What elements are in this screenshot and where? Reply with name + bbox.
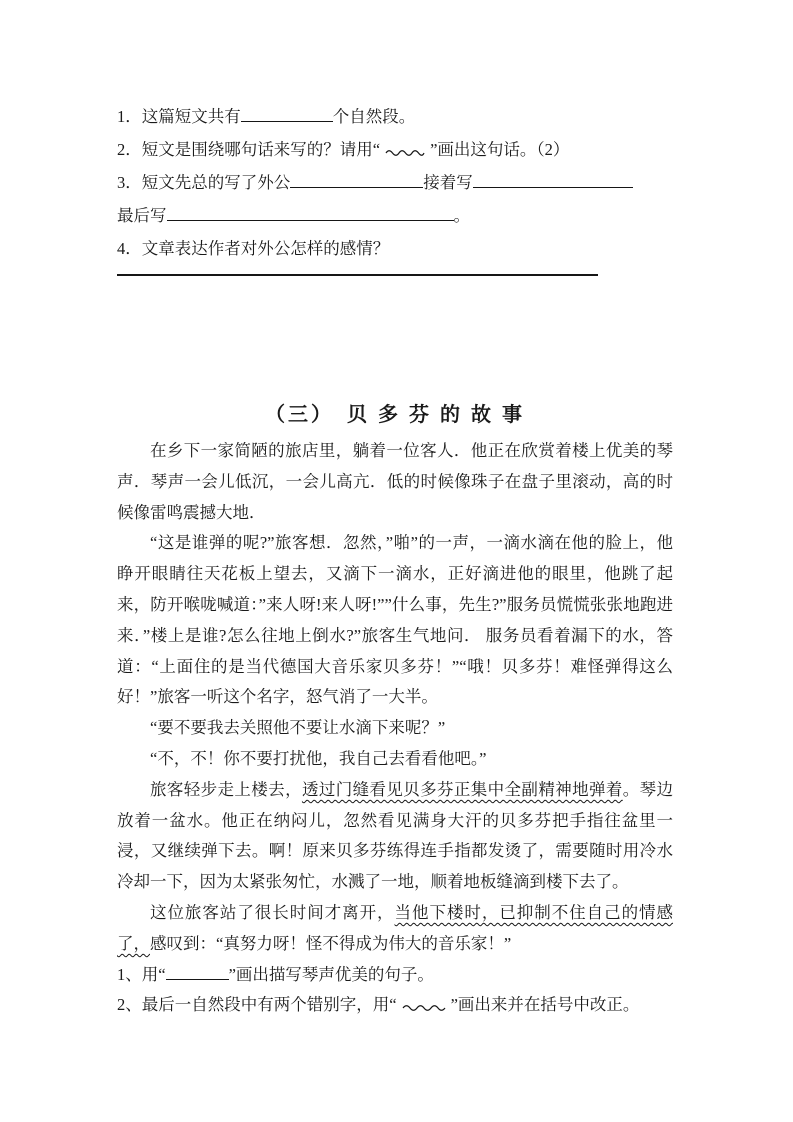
wavy-line-icon bbox=[402, 1002, 446, 1011]
bottom-question-2-text: 2、最后一自然段中有两个错别字，用“ bbox=[117, 995, 397, 1015]
answer-blank bbox=[473, 172, 633, 188]
passage-title: （三） 贝 多 芬 的 故 事 bbox=[265, 404, 525, 426]
bottom-questions-section bbox=[117, 960, 673, 1022]
paragraph-6-text-after: 感叹到：“真努力呀！怪不得成为伟大的音乐家！” bbox=[150, 933, 512, 953]
answer-line bbox=[117, 274, 598, 276]
question-4-text: 4．文章表达作者对外公怎样的感情？ bbox=[117, 239, 390, 258]
bottom-question-1 bbox=[117, 960, 673, 991]
question-3-text-mid: 接着写 bbox=[423, 173, 473, 192]
bottom-question-1-text-after: ”画出描写琴声优美的句子。 bbox=[228, 964, 434, 984]
question-2-text-after: ”画出这句话。（2） bbox=[430, 140, 570, 159]
paragraph-5 bbox=[117, 775, 673, 898]
answer-blank bbox=[166, 964, 229, 980]
question-3 bbox=[117, 166, 673, 199]
question-1 bbox=[117, 100, 673, 133]
paragraph-5-text-after: 。琴边放着一盆水。他正在纳闷儿，忽然看见满身大汗的贝多芬把手指往盆里一浸，又继续弹下去。啊！原来贝多芬练得连手指都发烫了，需要随时用冷水冷却一下，因为太紧张匆忙，水溅了一地，顺着地板缝滴到楼下去了。 bbox=[117, 779, 674, 892]
paragraph-1: 在乡下一家简陋的旅店里，躺着一位客人．他正在欣赏着楼上优美的琴声．琴声一会儿低沉，一会儿高亢．低的时候像珠子在盘子里滚动，高的时候像雷鸣震撼大地． bbox=[117, 441, 673, 522]
paragraph-4: “不，不！你不要打扰他，我自己去看看他吧。” bbox=[150, 748, 487, 768]
question-2-text: 2．短文是围绕哪句话来写的？请用“ bbox=[117, 140, 381, 159]
page-content bbox=[117, 0, 673, 1021]
paragraph-2: “这是谁弹的呢?”旅客想．忽然，”啪”的一声，一滴水滴在他的脸上，他睁开眼睛往天花板上望去，又滴下一滴水，正好滴进他的眼里，他跳了起来，防开喉咙喊道：”来人呀!来人呀!””什么事，先生?”服务员慌慌张张地跑进来．”楼上是谁?怎么往地上倒水?”旅客生气地问． 服务员看着漏下的水，答道：“上面住的是当代德国大音乐家贝多芬！”“哦！贝多芬！难怪弹得这么好！”旅客一听这个名字，怒气消了一大半。 bbox=[117, 533, 673, 707]
paragraph-6-text: 这位旅客站了很长时间才离开， bbox=[150, 902, 395, 922]
answer-blank bbox=[290, 172, 423, 188]
question-3-text: 3．短文先总的写了外公 bbox=[117, 173, 291, 192]
bottom-question-1-text: 1、用“ bbox=[117, 964, 166, 984]
question-3b-text-after: 。 bbox=[453, 206, 470, 225]
paragraph-3: “要不要我去关照他不要让水滴下来呢？” bbox=[150, 718, 446, 738]
question-1-text: 1．这篇短文共有 bbox=[117, 107, 241, 126]
answer-blank bbox=[241, 106, 333, 122]
passage-body bbox=[117, 436, 673, 960]
paragraph-5-text: 旅客轻步走上楼去， bbox=[150, 779, 302, 799]
wavy-underlined-text: 透过门缝看见贝多芬正集中全副精神地弹着 bbox=[301, 779, 623, 799]
bottom-question-2 bbox=[117, 990, 673, 1021]
wavy-underlined-text: 当他下楼时，已抑制不住自己的情感了， bbox=[117, 902, 674, 953]
question-1-text-after: 个自然段。 bbox=[332, 107, 416, 126]
answer-blank bbox=[167, 205, 454, 221]
question-2 bbox=[117, 133, 673, 166]
question-3-continued bbox=[117, 199, 673, 232]
question-4 bbox=[117, 232, 673, 265]
top-questions-section bbox=[117, 100, 673, 276]
paragraph-6 bbox=[117, 898, 673, 960]
question-3b-text: 最后写 bbox=[117, 206, 167, 225]
bottom-question-2-text-after: ”画出来并在括号中改正。 bbox=[450, 995, 640, 1015]
wavy-line-icon bbox=[385, 147, 425, 156]
